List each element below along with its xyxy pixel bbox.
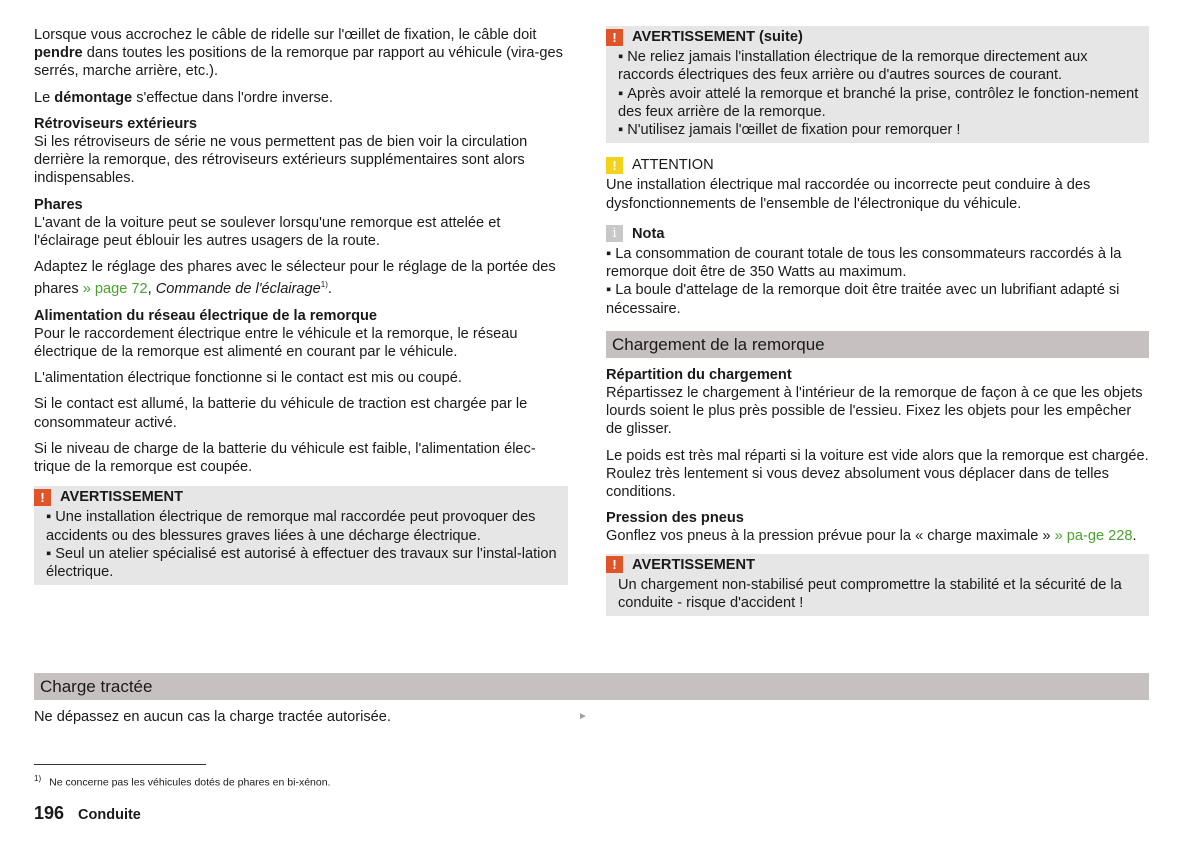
paragraph-alimentation-4: Si le niveau de charge de la batterie du véhicule est faible, l'alimentation élec-trique de la remorque est coupée. xyxy=(34,440,536,475)
attention-title: ATTENTION xyxy=(632,157,714,174)
subheading-phares: Phares xyxy=(34,196,83,213)
footnote-mark: 1) xyxy=(34,774,42,783)
warning-icon: ! xyxy=(606,556,623,573)
footnote-divider xyxy=(34,764,206,765)
warning-title: AVERTISSEMENT (suite) xyxy=(632,29,803,45)
note-title: Nota xyxy=(632,225,665,242)
attention-icon: ! xyxy=(606,157,623,174)
attention-header xyxy=(606,156,1149,174)
link-page-72[interactable]: » page 72 xyxy=(82,281,148,298)
footnote-ref[interactable]: 1) xyxy=(320,280,328,290)
footnote-text: Ne concerne pas les véhicules dotés de phares en bi-xénon. xyxy=(49,776,331,789)
note-item: ▪ La boule d'attelage de la remorque doit être traitée avec un lubrifiant adapté si nécessaire. xyxy=(606,281,1149,317)
warning-text: Un chargement non-stabilisé peut compromettre la stabilité et la sécurité de la conduite - risque d'accident ! xyxy=(618,576,1122,612)
paragraph-alimentation-2: L'alimentation électrique fonctionne si le contact est mis ou coupé. xyxy=(34,370,462,387)
section-title-chargement: Chargement de la remorque xyxy=(606,331,1149,358)
subheading-repartition: Répartition du chargement xyxy=(606,366,792,383)
warning-title: AVERTISSEMENT xyxy=(60,489,183,506)
paragraph-demontage: Le démontage s'effectue dans l'ordre inverse. xyxy=(34,89,333,106)
paragraph-alimentation: Pour le raccordement électrique entre le véhicule et la remorque, le réseau électrique de la remorque est alimenté en courant par le véhicule. xyxy=(34,325,518,360)
note-item: ▪ La consommation de courant totale de tous les consommateurs raccordés à la remorque doit être de 350 Watts au maximum. xyxy=(606,245,1149,281)
footnote xyxy=(34,772,330,790)
warning-box-chargement xyxy=(606,554,1149,617)
warning-item: ▪ Ne reliez jamais l'installation électrique de la remorque directement aux raccords électriques des feux arrière ou d'autres sources de courant. xyxy=(606,48,1139,84)
paragraph-phares: L'avant de la voiture peut se soulever lorsqu'une remorque est attelée et l'éclairage peut éblouir les autres usagers de la route. xyxy=(34,214,501,250)
warning-item: ▪ Seul un atelier spécialisé est autorisé à effectuer des travaux sur l'instal-lation électrique. xyxy=(34,545,558,581)
warning-header xyxy=(606,556,1139,574)
warning-item: ▪ Une installation électrique de remorque mal raccordée peut provoquer des accidents ou des blessures graves liées à une décharge électrique. xyxy=(34,508,558,544)
warning-icon: ! xyxy=(34,489,51,506)
paragraph-alimentation-3: Si le contact est allumé, la batterie du véhicule de traction est chargée par le consommateur activé. xyxy=(34,396,528,431)
warning-item: ▪ N'utilisez jamais l'œillet de fixation pour remorquer ! xyxy=(606,121,1139,139)
chapter-name: Conduite xyxy=(78,807,141,823)
warning-icon: ! xyxy=(606,29,623,46)
note-block xyxy=(606,225,1149,318)
subheading-retroviseurs: Rétroviseurs extérieurs xyxy=(34,115,198,132)
paragraph-retroviseurs: Si les rétroviseurs de série ne vous permettent pas de bien voir la circulation derrière la remorque, des rétroviseurs extérieurs supplémentaires sont alors indispensables. xyxy=(34,134,528,187)
warning-box-left xyxy=(34,486,568,585)
page-number: 196 xyxy=(34,803,65,823)
section-title-charge-tractee: Charge tractée xyxy=(34,673,1149,700)
warning-header xyxy=(606,28,1139,46)
subheading-pression: Pression des pneus xyxy=(606,510,744,527)
attention-text: Une installation électrique mal raccordée ou incorrecte peut conduire à des dysfonctionnements de l'ensemble de l'électronique du véhicule. xyxy=(606,177,1091,212)
note-header xyxy=(606,225,1149,243)
paragraph-adaptez: Adaptez le réglage des phares avec le sélecteur pour le réglage de la portée des phares » page 72, Commande de l'éclairage$^{1)}$. xyxy=(34,259,556,298)
page-footer xyxy=(34,804,141,824)
warning-box-continued xyxy=(606,26,1149,143)
warning-header xyxy=(34,488,558,506)
attention-block xyxy=(606,156,1149,213)
paragraph-cable: Lorsque vous accrochez le câble de ridelle sur l'œillet de fixation, le câble doit pendre dans toutes les positions de la remorque par rapport au véhicule (vira-ges serrés, marche arrière, etc.). xyxy=(34,27,563,80)
info-icon: i xyxy=(606,225,623,242)
right-column xyxy=(606,26,1149,629)
link-page-228[interactable]: » pa-ge 228 xyxy=(1054,528,1133,545)
paragraph-repartition: Répartissez le chargement à l'intérieur de la remorque de façon à ce que les objets lourds soient le plus près possible de l'essieu. Fixez les objets pour les empêcher de glisser. xyxy=(606,385,1143,438)
paragraph-poids: Le poids est très mal réparti si la voiture est vide alors que la remorque est chargée. Roulez très lentement si vous devez absolument vous déplacer dans de telles conditions. xyxy=(606,447,1149,501)
paragraph-charge-tractee: Ne dépassez en aucun cas la charge tractée autorisée. xyxy=(34,709,391,725)
warning-title: AVERTISSEMENT xyxy=(632,556,755,573)
paragraph-pression: Gonflez vos pneus à la pression prévue pour la « charge maximale » » pa-ge 228. xyxy=(606,528,1137,545)
left-column xyxy=(34,26,568,598)
warning-item: ▪ Après avoir attelé la remorque et branché la prise, contrôlez le fonction-nement des feux arrière de la remorque. xyxy=(606,85,1139,121)
subheading-alimentation: Alimentation du réseau électrique de la remorque xyxy=(34,307,378,324)
continue-arrow-icon: ► xyxy=(578,711,588,722)
